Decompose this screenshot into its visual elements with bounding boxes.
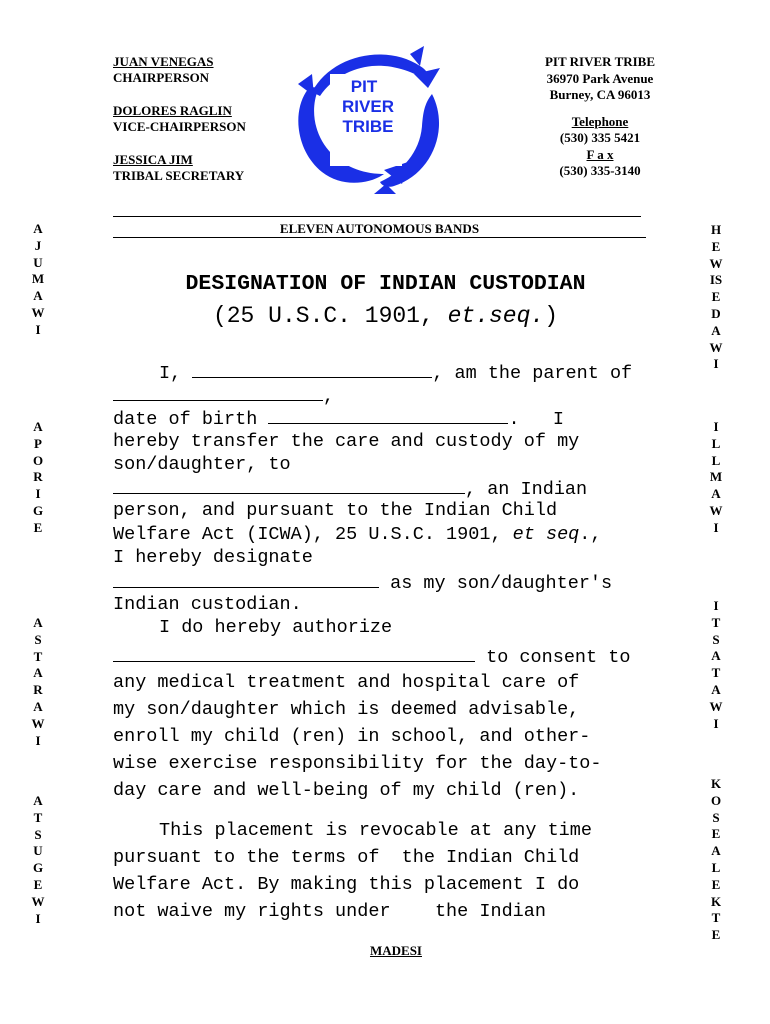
body-line-12: I do hereby authorize — [159, 617, 393, 638]
body-line-5: son/daughter, to — [113, 454, 291, 475]
officer-title: CHAIRPERSON — [113, 70, 210, 85]
body-line-6: , an Indian — [113, 477, 587, 500]
header-rule-bottom — [113, 237, 646, 238]
body-line-8: Welfare Act (ICWA), 25 U.S.C. 1901, et seq., — [113, 524, 602, 545]
body-line-15: my son/daughter which is deemed advisable, — [113, 699, 580, 720]
body-line-17: wise exercise responsibility for the day-to- — [113, 753, 602, 774]
right-band-hewisedawi: H E W IS E D A W I — [709, 222, 723, 372]
body-line-1: I, , am the parent of — [159, 363, 633, 384]
right-band-itsatawi: I T S A T A W I — [709, 598, 723, 731]
fish-circle-icon — [292, 44, 442, 194]
left-band-atsugewi: A T S U G E W I — [31, 793, 45, 926]
officer-chairperson — [113, 54, 214, 86]
right-band-kosealekte: K O S E A L E K T E — [710, 776, 722, 943]
authorized-person-blank[interactable] — [113, 645, 475, 662]
body-line-19: This placement is revocable at any time — [159, 820, 592, 841]
logo-line-2: RIVER — [342, 97, 394, 116]
tribe-address — [515, 54, 685, 180]
telephone-label: Telephone — [571, 113, 629, 129]
body-line-10: as my son/daughter's — [113, 571, 612, 594]
left-band-ajumawi: A J U M A W I — [31, 221, 45, 337]
body-line-14: any medical treatment and hospital care of — [113, 672, 580, 693]
org-name: PIT RIVER TRIBE — [544, 54, 656, 69]
left-band-astarawi: A S T A R A W I — [31, 615, 45, 748]
officer-vice-chairperson — [113, 103, 246, 135]
officer-name: DOLORES RAGLIN — [113, 103, 232, 118]
body-line-20: pursuant to the terms of the Indian Child — [113, 847, 580, 868]
body-line-9: I hereby designate — [113, 547, 313, 568]
body-line-13: to consent to — [113, 645, 630, 668]
header-rule-top — [113, 216, 641, 217]
officer-name: JESSICA JIM — [113, 152, 193, 167]
body-line-4: hereby transfer the care and custody of my — [113, 431, 580, 452]
fax-number: (530) 335-3140 — [559, 163, 641, 178]
city: Burney, CA 96013 — [549, 87, 651, 102]
street: 36970 Park Avenue — [546, 70, 654, 86]
officer-secretary — [113, 152, 244, 184]
logo-line-1: PIT — [350, 77, 378, 96]
right-band-illmawi: I L L M A W I — [709, 419, 723, 535]
child-name-blank[interactable] — [113, 384, 323, 401]
document-title: DESIGNATION OF INDIAN CUSTODIAN — [185, 272, 586, 296]
fax-label: F a x — [586, 146, 614, 162]
body-line-7: person, and pursuant to the Indian Child — [113, 500, 558, 521]
body-line-21: Welfare Act. By making this placement I do — [113, 874, 580, 895]
officer-title: TRIBAL SECRETARY — [113, 168, 245, 183]
logo-line-3: TRIBE — [342, 117, 394, 136]
body-line-18: day care and well-being of my child (ren). — [113, 780, 580, 801]
body-line-2: , — [113, 384, 334, 407]
designee-name-blank[interactable] — [113, 571, 379, 588]
left-band-aporige: A P O R I G E — [32, 419, 44, 535]
body-line-11: Indian custodian. — [113, 594, 302, 615]
pit-river-tribe-logo — [292, 44, 442, 194]
body-line-22: not waive my rights under the Indian — [113, 901, 546, 922]
body-line-16: enroll my child (ren) in school, and other- — [113, 726, 591, 747]
telephone-number: (530) 335 5421 — [559, 130, 641, 145]
document-citation: (25 U.S.C. 1901, et.seq.) — [212, 303, 559, 329]
parent-name-blank[interactable] — [192, 361, 432, 378]
officer-name: JUAN VENEGAS — [113, 54, 214, 69]
footer-band-madesi: MADESI — [369, 943, 422, 958]
date-of-birth-blank[interactable] — [268, 407, 508, 424]
body-line-3: date of birth . I — [113, 409, 564, 430]
custodian-name-blank[interactable] — [113, 477, 465, 494]
officer-title: VICE-CHAIRPERSON — [113, 119, 246, 134]
bands-label: ELEVEN AUTONOMOUS BANDS — [279, 221, 480, 236]
